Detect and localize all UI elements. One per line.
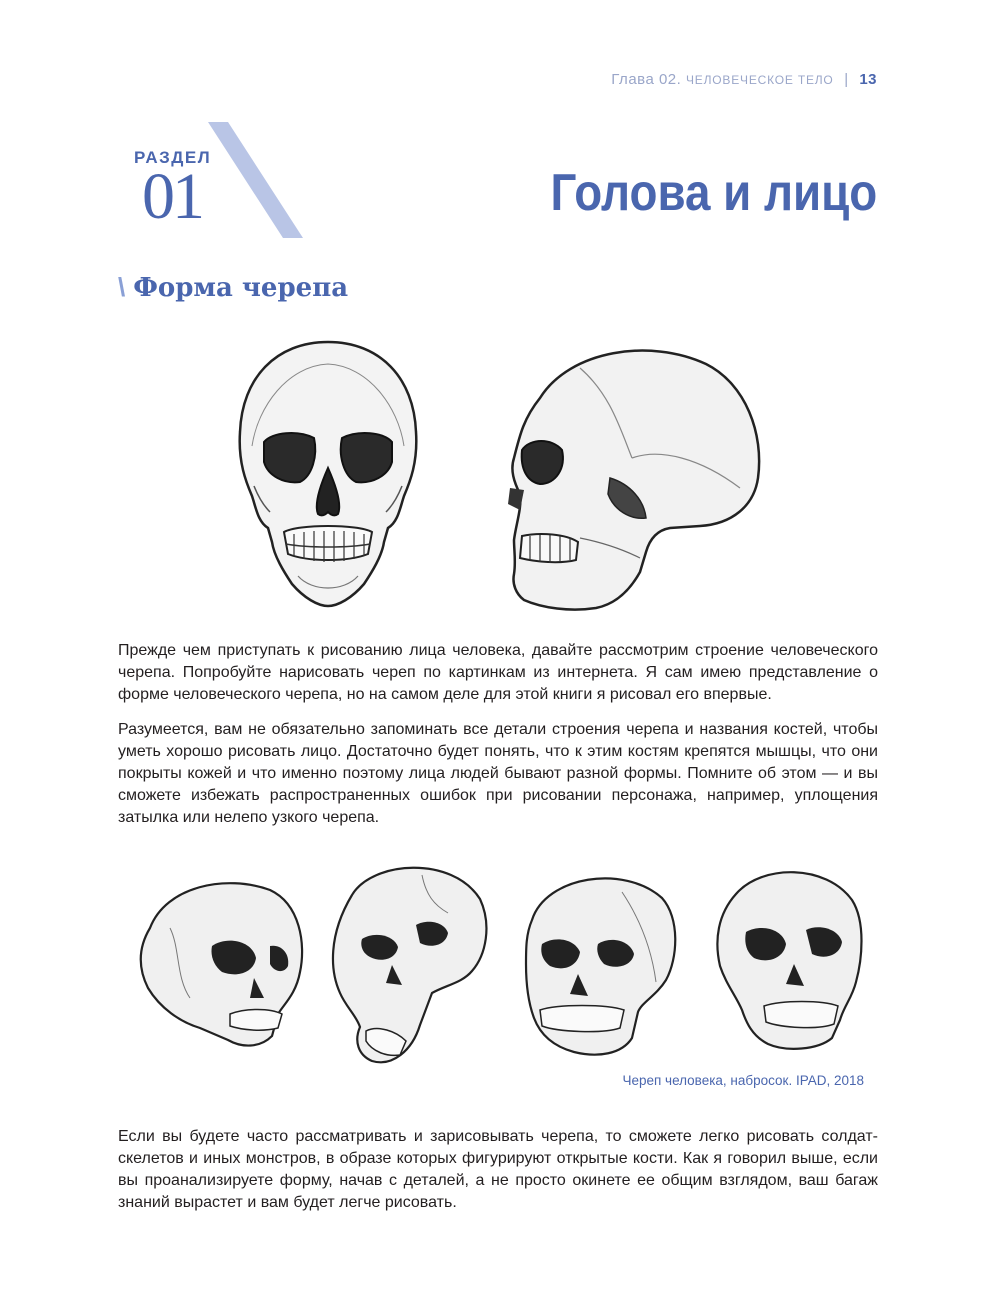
paragraph-2: Разумеется, вам не обязательно запоминать все детали строения черепа и названия костей, чтобы уметь хорошо рисовать лицо. Достаточно будет понять, что к этим костям крепятся мышцы, что они покрыты кожей и что именно поэтому лица людей бывают разной формы. Помните об этом — и вы сможете избежать распространенных ошибок при рисовании персонажа, например, уплощения затылка или нелепо узкого черепа.	[118, 721, 878, 826]
figure-caption: Череп человека, набросок. IPAD, 2018	[622, 1073, 864, 1088]
paragraph-1: Прежде чем приступать к рисованию лица человека, давайте рассмотрим строение человеческого черепа. Попробуйте нарисовать череп по картинкам из интернета. Я сам имею представление о форме человеческого черепа, но на самом деле для этой книги я рисовал его впервые.	[118, 642, 878, 703]
subsection-heading	[118, 272, 348, 303]
skull-sketch-1	[130, 868, 310, 1053]
skull-sketch-4	[706, 860, 866, 1055]
running-head-separator: |	[844, 71, 849, 88]
running-head-chapter-title: ЧЕЛОВЕЧЕСКОЕ ТЕЛО	[686, 73, 834, 87]
skull-front-illustration	[228, 336, 428, 616]
subsection-title: Форма черепа	[133, 272, 349, 303]
section-slash-icon	[208, 122, 303, 238]
skull-sketch-3	[512, 862, 682, 1062]
running-head-chapter: Глава 02.	[611, 71, 682, 88]
running-head	[611, 71, 877, 88]
page-title: Голова и лицо	[550, 164, 877, 222]
section-label: РАЗДЕЛ	[134, 148, 212, 167]
section-marker	[120, 118, 320, 238]
skull-side-illustration	[500, 338, 770, 618]
paragraph-3: Если вы будете часто рассматривать и зарисовывать черепа, то сможете легко рисовать солдат-скелетов и иных монстров, в образе которых фигурируют открытые кости. Как я говорил выше, если вы проанализируете форму, начав с деталей, а не просто окинете ее общим взглядом, ваш багаж знаний вырастет и вам будет легче рисовать.	[118, 1128, 878, 1211]
skull-sketch-2	[322, 855, 492, 1070]
subsection-slash-icon: \	[118, 272, 126, 302]
section-number: 01	[142, 160, 202, 233]
page-number: 13	[859, 71, 877, 88]
